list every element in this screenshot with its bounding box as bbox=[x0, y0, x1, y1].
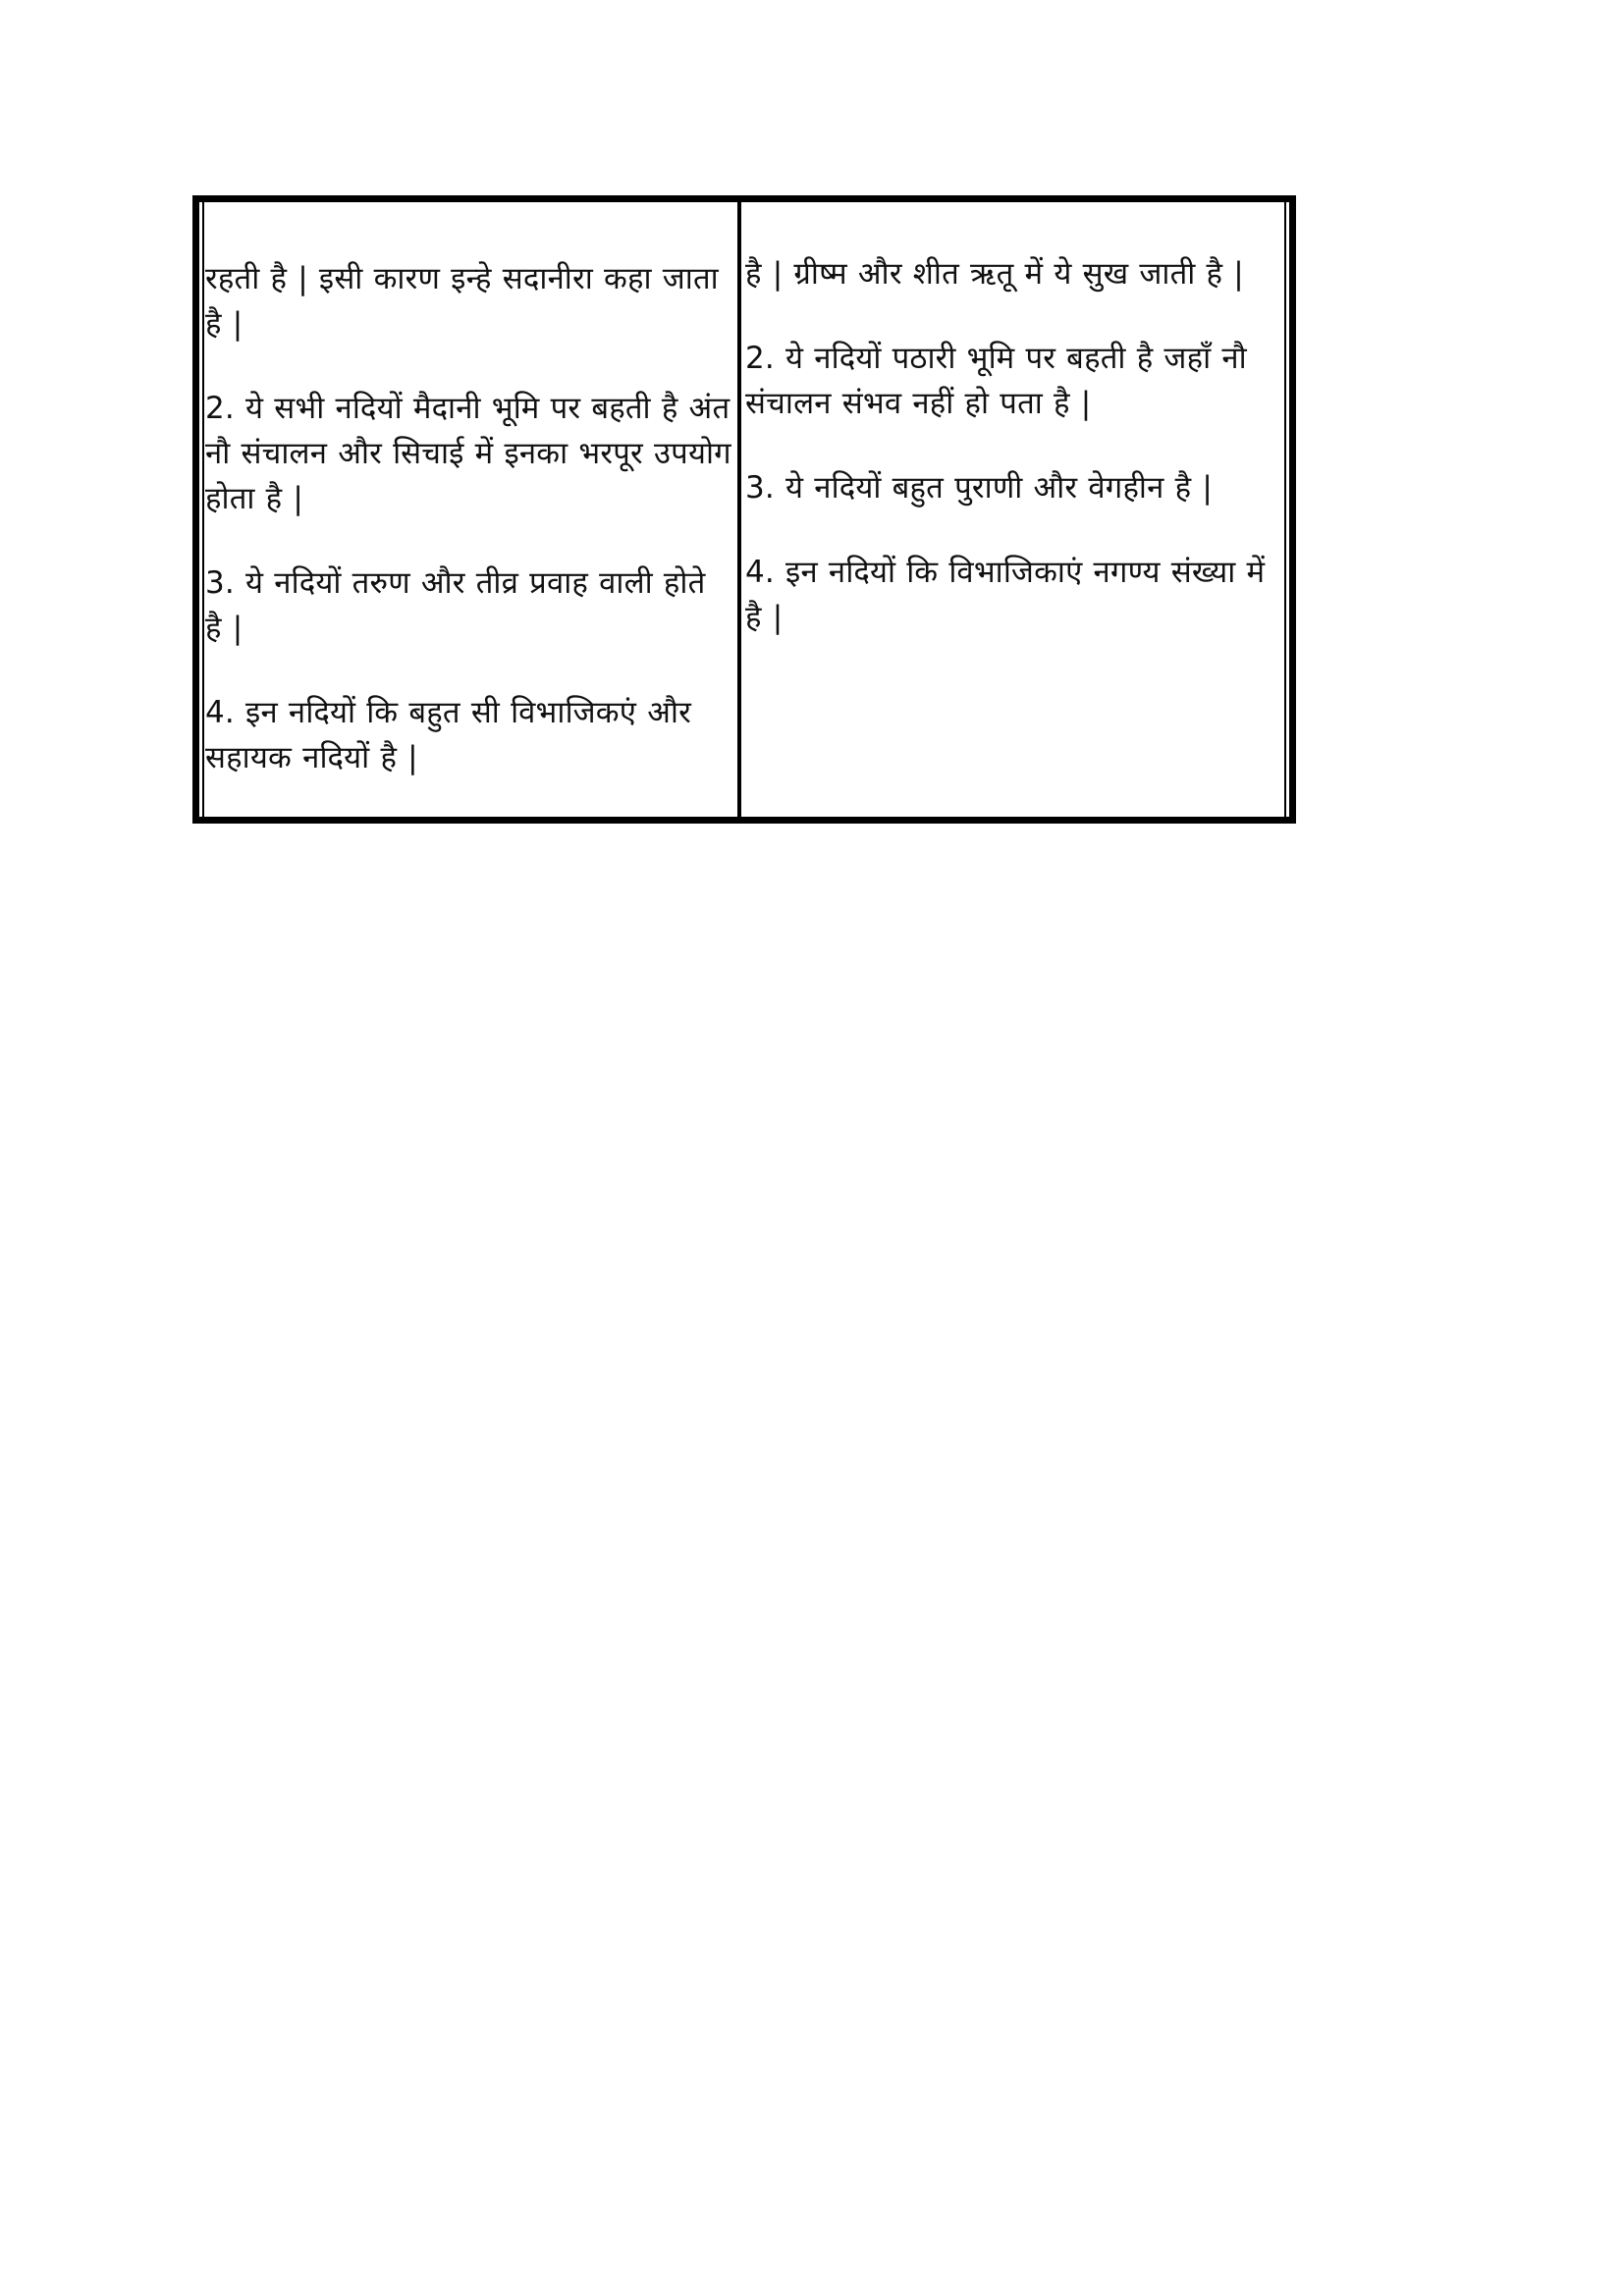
right-paragraph-1: है | ग्रीष्म और शीत ऋतू में ये सुख जाती है | bbox=[745, 256, 1244, 292]
right-paragraph-4: 4. इन नदियों कि विभाजिकाएं नगण्य संख्या में है | bbox=[745, 555, 1266, 635]
comparison-table bbox=[192, 195, 1296, 824]
left-paragraph-3: 3. ये नदियों तरुण और तीव्र प्रवाह वाली होते है | bbox=[205, 565, 706, 646]
right-paragraph-2: 2. ये नदियों पठारी भूमि पर बहती है जहाँ नौ संचालन संभव नहीं हो पता है | bbox=[745, 341, 1247, 421]
table-cell-left bbox=[199, 202, 741, 817]
right-paragraph-3: 3. ये नदियों बहुत पुराणी और वेगहीन है | bbox=[745, 470, 1213, 506]
left-paragraph-1: रहती है | इसी कारण इन्हे सदानीरा कहा जाता है | bbox=[205, 261, 719, 342]
table-cell-right bbox=[741, 202, 1289, 817]
left-paragraph-4: 4. इन नदियों कि बहुत सी विभाजिकएं और सहायक नदियों है | bbox=[205, 695, 691, 775]
left-paragraph-2: 2. ये सभी नदियों मैदानी भूमि पर बहती है अंत नौ संचालन और सिचाई में इनका भरपूर उपयोग होता है | bbox=[205, 391, 731, 516]
